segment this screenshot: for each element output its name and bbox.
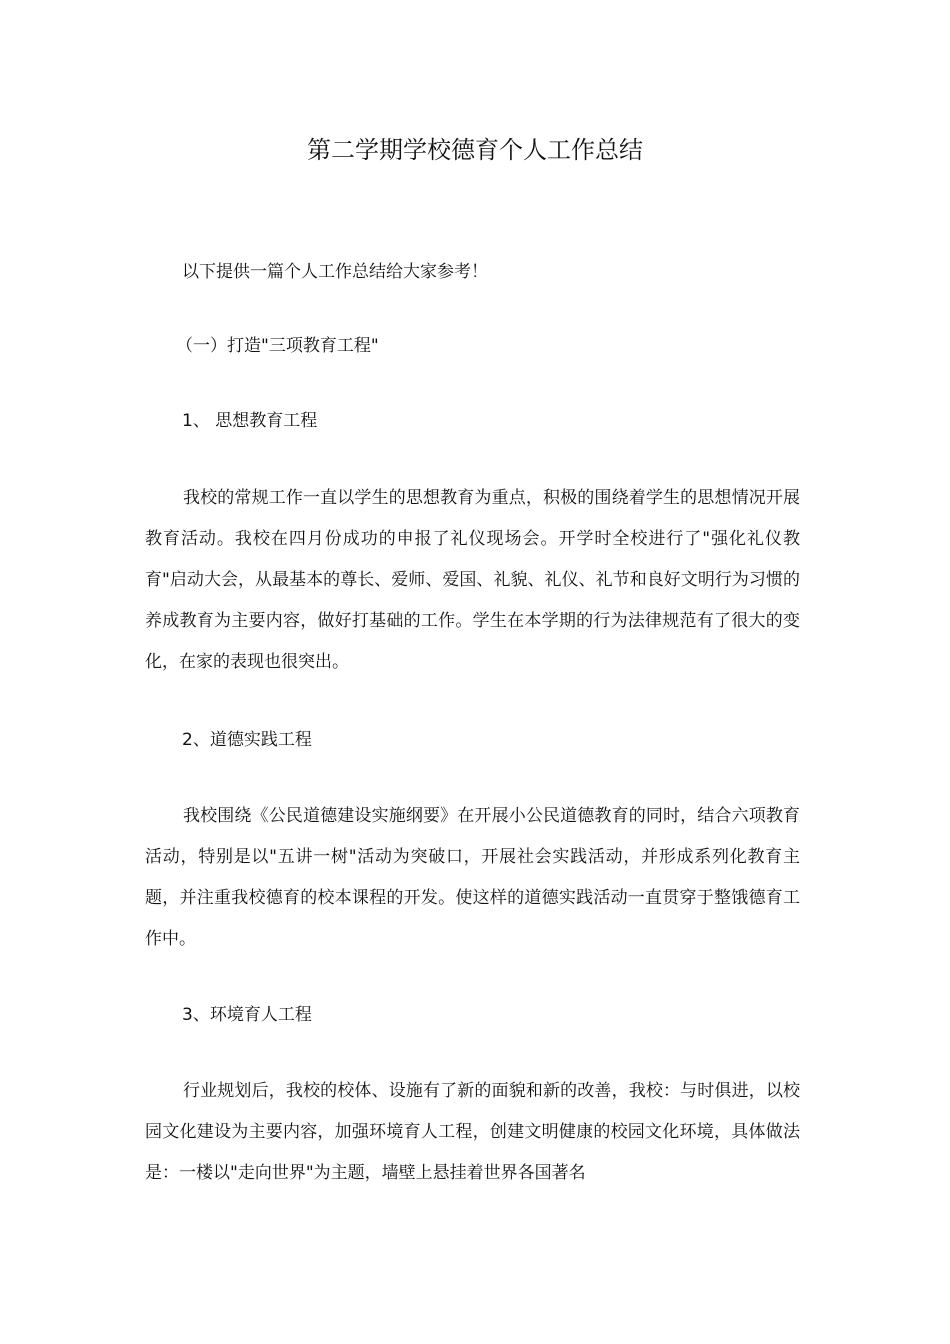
item-body-3: 行业规划后，我校的校体、设施有了新的面貌和新的改善，我校：与时俱进，以校园文化建设为主要内容，加强环境育人工程，创建文明健康的校园文化环境，具体做法是：一楼以"走向世界"为主题，墙壁上悬挂着世界各国著名 [145,1081,800,1183]
section-heading: （一）打造"三项教育工程" [176,336,379,356]
item-body-2: 我校围绕《公民道德建设实施纲要》在开展小公民道德教育的同时，结合六项教育活动，特别是以"五讲一树"活动为突破口，开展社会实践活动，并形成系列化教育主题，并注重我校德育的校本课程的开发。使这样的道德实践活动一直贯穿于整饿德育工作中。 [145,806,800,949]
item-heading-2: 2、道德实践工程 [182,730,312,750]
item-body-1: 我校的常规工作一直以学生的思想教育为重点，积极的围绕着学生的思想情况开展教育活动。我校在四月份成功的申报了礼仪现场会。开学时全校进行了"强化礼仪教育"启动大会，从最基本的尊长、爱师、爱国、礼貌、礼仪、礼节和良好文明行为习惯的养成教育为主要内容，做好打基础的工作。学生在本学期的行为法律规范有了很大的变化，在家的表现也很突出。 [145,488,800,672]
item-heading-1: 1、 思想教育工程 [182,411,318,431]
item-heading-3: 3、环境育人工程 [182,1005,312,1025]
document-title: 第二学期学校德育个人工作总结 [307,136,643,164]
intro-text: 以下提供一篇个人工作总结给大家参考！ [182,262,488,282]
